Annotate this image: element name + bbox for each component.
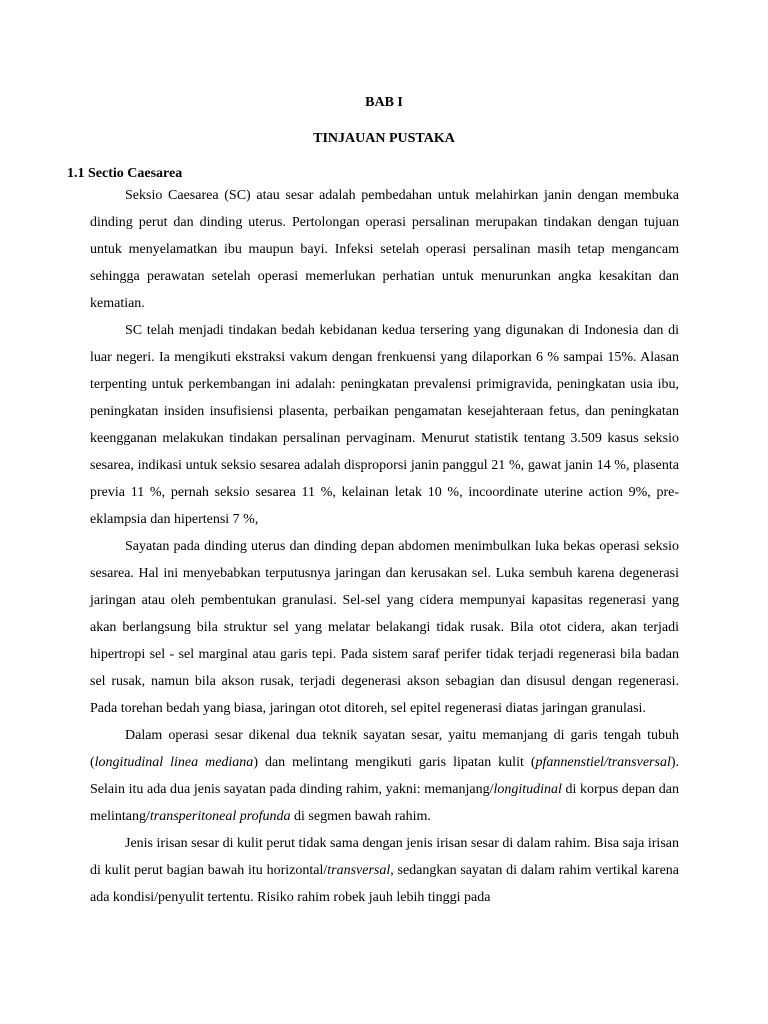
text-run: Seksio Caesarea (SC) atau sesar adalah pembedahan untuk melahirkan janin dengan membuka dinding perut dan dinding uterus. Pertolongan operasi persalinan merupakan tindakan dengan tujuan untuk menyelamatkan ibu maupun bayi. Infeksi setelah operasi persalinan masih tetap mengancam sehingga perawatan setelah operasi memerlukan perhatian untuk menurunkan angka kesakitan dan kematian. [90, 188, 679, 311]
italic-term: pfannenstiel/transversal [535, 755, 671, 770]
italic-term: transversal [327, 863, 391, 878]
text-run: di segmen bawah rahim. [290, 809, 431, 824]
text-run: di korpus depan dan melintang/ [90, 782, 679, 824]
body-paragraph [90, 317, 679, 533]
chapter-title: TINJAUAN PUSTAKA [313, 131, 455, 146]
text-run: SC telah menjadi tindakan bedah kebidanan kedua tersering yang digunakan di Indonesia dan di luar negeri. Ia mengikuti ekstraksi vakum dengan frenkuensi yang dilaporkan 6 % sampai 15%. Alasan terpenting untuk perkembangan ini adalah: peningkatan prevalensi primigravida, peningkatan usia ibu, peningkatan insiden insufisiensi plasenta, perbaikan pengamatan kesejahteraan fetus, dan peningkatan keengganan melakukan tindakan persalinan pervaginam. Menurut statistik tentang 3.509 kasus seksio sesarea, indikasi untuk seksio sesarea adalah disproporsi janin panggul 21 %, gawat janin 14 %, plasenta previa 11 %, pernah seksio sesarea 11 %, kelainan letak 10 %, incoordinate uterine action 9%, pre-eklampsia dan hipertensi 7 %, [90, 323, 679, 527]
text-run: , sedangkan sayatan di dalam rahim vertikal karena ada kondisi/penyulit tertentu. Risiko rahim robek jauh lebih tinggi pada [90, 863, 680, 905]
italic-term: transperitoneal profunda [149, 809, 291, 824]
body-paragraph [90, 722, 679, 830]
body-paragraph [90, 830, 679, 911]
body-paragraph [90, 533, 679, 722]
italic-term: longitudinal [493, 782, 562, 797]
italic-term: longitudinal linea mediana [94, 755, 254, 770]
body-text [90, 182, 679, 911]
text-run: Sayatan pada dinding uterus dan dinding depan abdomen menimbulkan luka bekas operasi seksio sesarea. Hal ini menyebabkan terputusnya jaringan dan kerusakan sel. Luka sembuh karena degenerasi jaringan atau oleh pembentukan granulasi. Sel-sel yang cidera mempunyai kapasitas regenerasi yang akan berlangsung bila struktur sel yang melatar belakangi tidak rusak. Bila otot cidera, akan terjadi hipertropi sel - sel marginal atau garis tepi. Pada sistem saraf perifer tidak terjadi regenerasi bila badan sel rusak, namun bila akson rusak, terjadi degenerasi akson sebagian dan disusul dengan regenerasi. Pada torehan bedah yang biasa, jaringan otot ditoreh, sel epitel regenerasi diatas jaringan granulasi. [90, 539, 679, 716]
text-run: Jenis irisan sesar di kulit perut tidak sama dengan jenis irisan sesar di dalam rahim. Bisa saja irisan di kulit perut bagian bawah itu horizontal/ [90, 836, 679, 878]
section-heading: 1.1 Sectio Caesarea [67, 166, 183, 181]
chapter-number: BAB I [365, 95, 403, 110]
body-paragraph [90, 182, 679, 317]
text-run: Dalam operasi sesar dikenal dua teknik sayatan sesar, yaitu memanjang di garis tengah tubuh ( [90, 728, 679, 770]
text-run: ). Selain itu ada dua jenis sayatan pada dinding rahim, yakni: memanjang/ [90, 755, 680, 797]
text-run: ) dan melintang mengikuti garis lipatan kulit ( [253, 755, 536, 770]
